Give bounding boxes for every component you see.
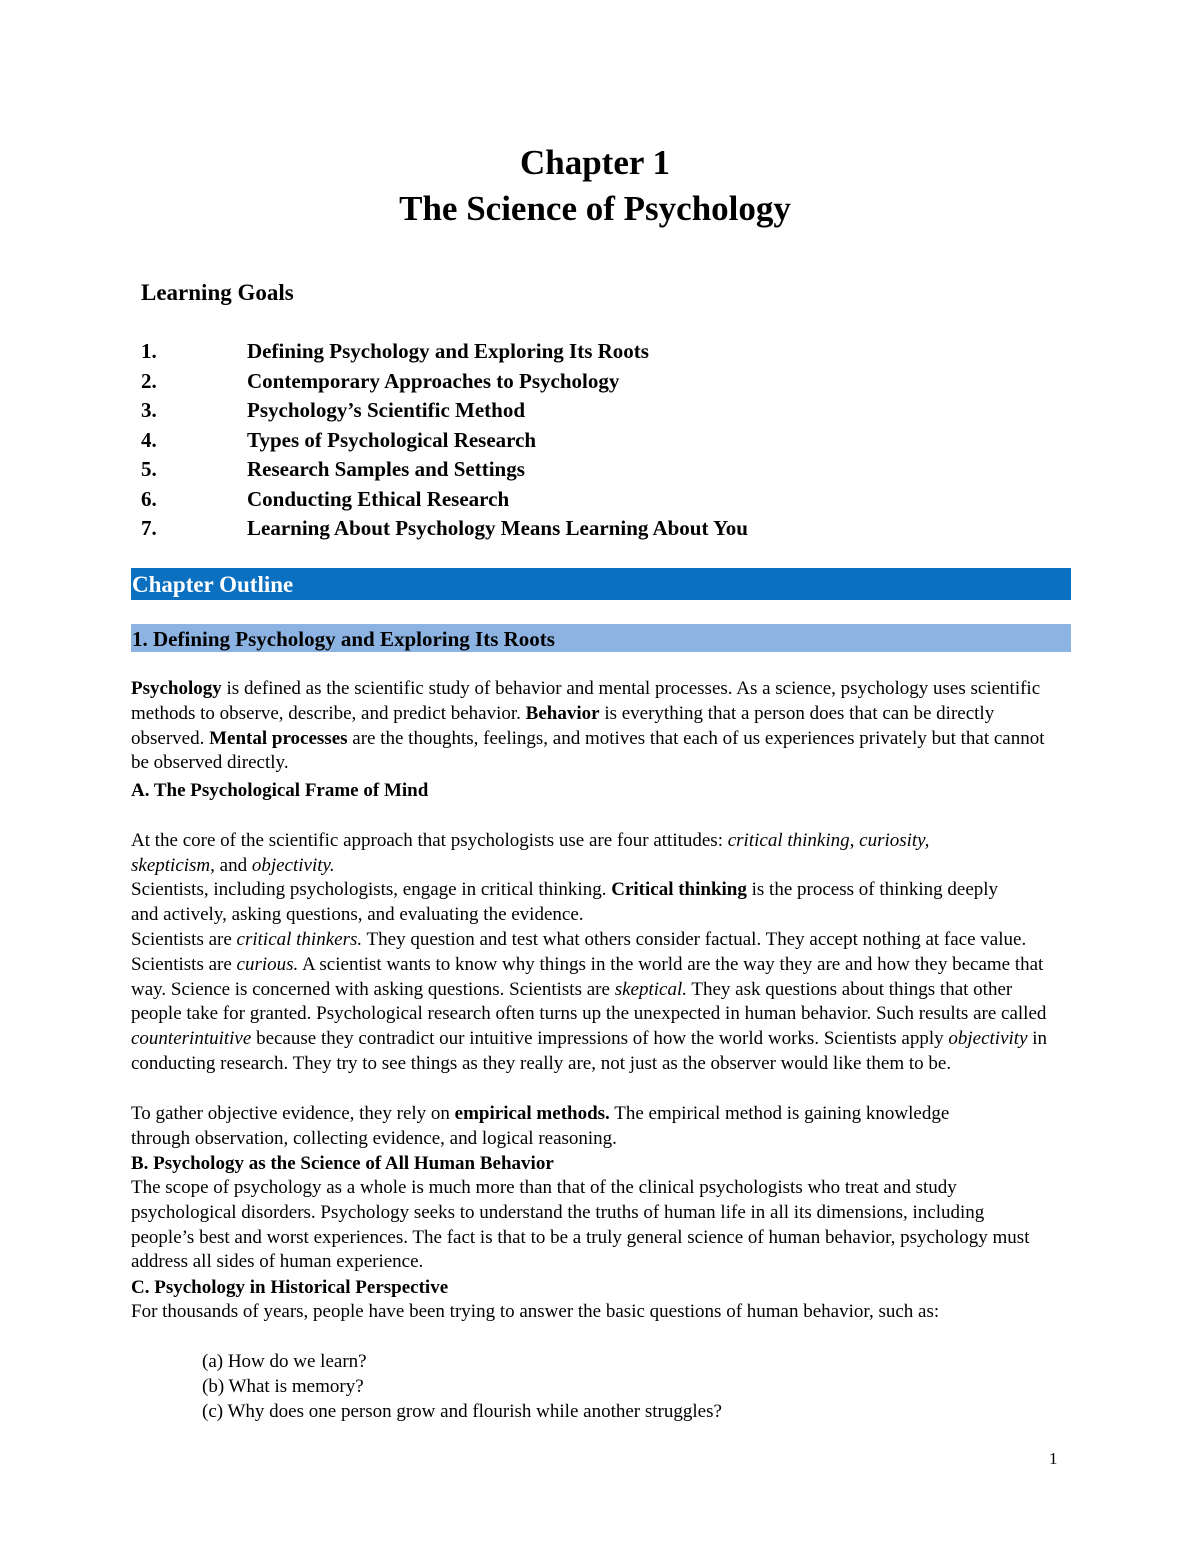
- goal-number: 5.: [141, 457, 157, 481]
- text-run: and: [214, 854, 252, 876]
- intro-paragraph: [131, 677, 1051, 776]
- page-number: 1: [1049, 1449, 1058, 1468]
- italic-run: objectivity: [948, 1028, 1028, 1050]
- text-run: is everything that a person does that can be directly observed.: [131, 702, 995, 749]
- text-run: They question and test what others consider factual. They accept nothing at face value. Scientists are: [131, 929, 1027, 975]
- italic-run: critical thinking, curiosity, skepticism,: [131, 830, 930, 876]
- subsection-heading: C. Psychology in Historical Perspective: [131, 1277, 449, 1298]
- question-list: [202, 1350, 722, 1424]
- term-empirical-methods: empirical methods.: [454, 1103, 610, 1124]
- text-run: are the thoughts, feelings, and motives that each of us experiences privately but that cannot be observed directly.: [131, 727, 1045, 774]
- text-run: To gather objective evidence, they rely on: [131, 1103, 455, 1124]
- paragraph: [131, 928, 1056, 1077]
- text-run: because they contradict our intuitive impressions of how the world works. Scientists apply: [251, 1028, 949, 1050]
- text-run: in conducting research. They try to see things as they really are, not just as the observer would like them to be.: [131, 1028, 1048, 1074]
- section-heading: 1. Defining Psychology and Exploring Its Roots: [131, 624, 1071, 652]
- text-run: They ask questions about things that other people take for granted. Psychological research often turns up the unexpected in human behavior. Such results are called: [131, 978, 1047, 1025]
- text-run: At the core of the scientific approach that psychologists use are four attitudes:: [131, 830, 728, 851]
- italic-run: skeptical.: [614, 978, 687, 1000]
- paragraph: [131, 1102, 1011, 1152]
- chapter-outline-heading: Chapter Outline: [131, 568, 1071, 600]
- term-mental-processes: Mental processes: [209, 727, 348, 749]
- subsection-heading: A. The Psychological Frame of Mind: [131, 780, 429, 801]
- italic-run: counterintuitive: [131, 1028, 252, 1050]
- text-run: is the process of thinking deeply and actively, asking questions, and evaluating the evidence.: [131, 879, 999, 925]
- italic-run: objectivity.: [251, 854, 335, 876]
- learning-goals-heading: Learning Goals: [141, 280, 294, 305]
- term-psychology: Psychology: [131, 678, 222, 699]
- italic-run: critical thinkers.: [236, 929, 363, 950]
- goal-text: Conducting Ethical Research: [247, 486, 510, 511]
- subsection-heading: B. Psychology as the Science of All Human Behavior: [131, 1153, 554, 1174]
- goal-text: Contemporary Approaches to Psychology: [247, 368, 620, 393]
- text-run: The empirical method is gaining knowledge through observation, collecting evidence, and logical reasoning.: [131, 1103, 950, 1149]
- paragraph: [131, 829, 991, 879]
- goal-text: Types of Psychological Research: [247, 427, 537, 452]
- goal-text: Psychology’s Scientific Method: [247, 398, 526, 422]
- text-run: Scientists, including psychologists, engage in critical thinking.: [131, 879, 612, 900]
- italic-run: curious.: [236, 953, 299, 975]
- list-item: (a) How do we learn?: [202, 1351, 367, 1372]
- paragraph: [131, 878, 1011, 928]
- chapter-number: Chapter 1: [519, 143, 671, 182]
- text-run: Scientists are: [131, 929, 237, 950]
- goal-number: 7.: [141, 516, 157, 540]
- list-item: (c) Why does one person grow and flourish while another struggles?: [202, 1400, 722, 1422]
- chapter-title: The Science of Psychology: [399, 189, 791, 228]
- list-item: (b) What is memory?: [202, 1375, 364, 1397]
- text-run: A scientist wants to know why things in the world are the way they are and how they became that way. Science is concerned with asking questions. Scientists are: [131, 953, 1044, 1000]
- paragraph: The scope of psychology as a whole is much more than that of the clinical psychologists who treat and study psychological disorders. Psychology seeks to understand the truths of human life in all its dimensions, including people’s best and worst experiences. The fact is that to be a truly general science of human behavior, psychology must address all sides of human experience.: [131, 1177, 1030, 1273]
- goal-number: 3.: [141, 398, 157, 422]
- term-critical-thinking: Critical thinking: [611, 879, 747, 900]
- goal-text: Defining Psychology and Exploring Its Roots: [247, 339, 649, 363]
- goal-text: Research Samples and Settings: [247, 457, 525, 481]
- goal-number: 6.: [141, 486, 157, 511]
- goal-number: 4.: [141, 427, 157, 452]
- goal-number: 1.: [141, 339, 157, 363]
- term-behavior: Behavior: [525, 702, 600, 724]
- goal-number: 2.: [141, 368, 157, 393]
- paragraph: For thousands of years, people have been trying to answer the basic questions of human behavior, such as:: [131, 1301, 940, 1322]
- goal-text: Learning About Psychology Means Learning About You: [247, 516, 748, 540]
- text-run: is defined as the scientific study of behavior and mental processes. As a science, psychology uses scientific methods to observe, describe, and predict behavior.: [131, 678, 1041, 724]
